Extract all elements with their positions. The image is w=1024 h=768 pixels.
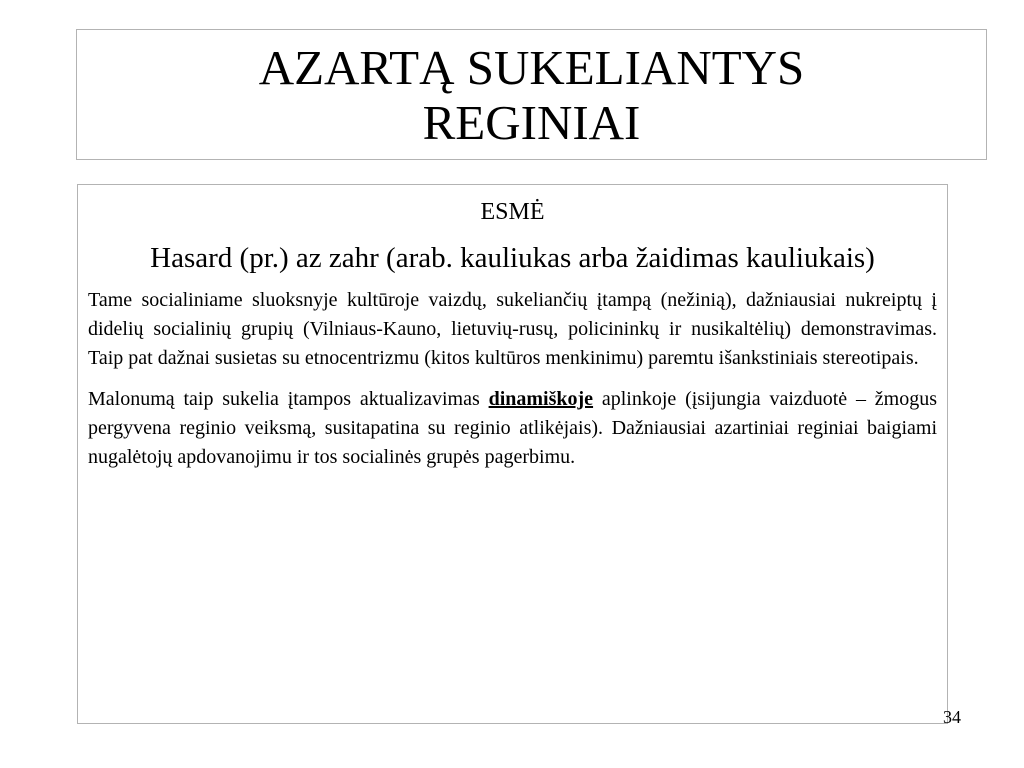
section-heading: ESMĖ — [480, 199, 545, 225]
etymology-line: Hasard (pr.) az zahr (arab. kauliukas arba žaidimas kauliukais) — [150, 242, 875, 274]
slide-title-line-1: AZARTĄ SUKELIANTYS — [258, 39, 805, 95]
content-box — [77, 184, 948, 724]
emphasized-word: dinamiškoje — [488, 388, 594, 410]
paragraph-2-text-start: Malonumą taip sukelia įtampos aktualizavimas — [88, 388, 489, 410]
page-number: 34 — [943, 707, 961, 727]
body-paragraph-1: Tame socialiniame sluoksnyje kultūroje vaizdų, sukeliančių įtampą (nežinią), dažniausiai nukreiptų į didelių socialinių grupių (Vilniaus-Kauno, lietuvių-rusų, policininkų ir nusikaltėlių) demonstravimas. Taip pat dažnai susietas su etnocentrizmu (kitos kultūros menkinimu) paremtu išankstiniais stereotipais. — [88, 289, 937, 369]
title-box — [76, 29, 987, 160]
slide-title-line-2: REGINIAI — [422, 94, 641, 150]
body-paragraph-2 — [88, 385, 937, 472]
paragraph-2-text-end: aplinkoje (įsijungia vaizduotė – žmogus pergyvena reginio veiksmą, susitapatina su reginio atlikėjais). Dažniausiai azartiniai reginiai baigiami nugalėtojų apdovanojimu ir tos socialinės grupės pagerbimu. — [88, 388, 938, 468]
